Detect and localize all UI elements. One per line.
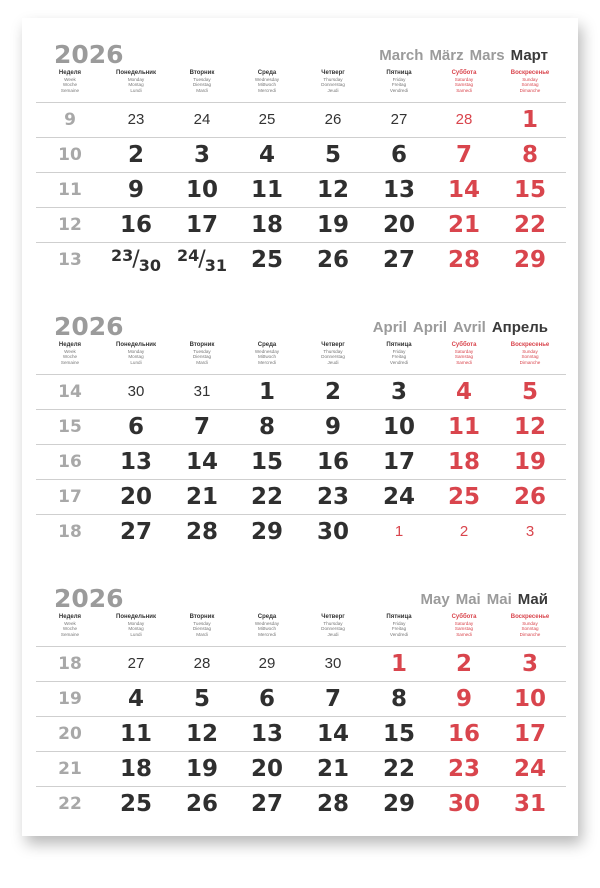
day-cell[interactable]: 7 bbox=[193, 414, 210, 440]
month-block bbox=[22, 562, 578, 834]
weekday-header-translation: Mercredi bbox=[258, 87, 276, 93]
weekday-header bbox=[432, 70, 496, 93]
weekday-header-translation: Mercredi bbox=[258, 631, 276, 637]
weekday-header-translation: Saturday bbox=[454, 349, 474, 354]
week-number: 18 bbox=[58, 654, 82, 674]
day-cell[interactable]: 2 bbox=[324, 379, 341, 405]
weekday-header-ru: Четверг bbox=[321, 342, 345, 348]
day-cell[interactable]: 19 bbox=[513, 449, 546, 475]
date-separator: / bbox=[198, 247, 206, 272]
day-cell[interactable]: 14 bbox=[316, 721, 349, 747]
day-cell[interactable]: 9 bbox=[324, 414, 341, 440]
month-block bbox=[22, 290, 578, 562]
day-cell[interactable]: 22 bbox=[382, 756, 415, 782]
weekday-header-translation: Freitag bbox=[391, 82, 407, 88]
day-cell[interactable]: 25 bbox=[447, 484, 480, 510]
weekday-header-ru: Пятница bbox=[386, 70, 412, 76]
day-cell[interactable]: 25 bbox=[250, 247, 283, 273]
day-cell[interactable]: 16 bbox=[447, 721, 480, 747]
weekday-header-translation: Montag bbox=[128, 82, 144, 88]
weekday-header-ru: Воскресенье bbox=[510, 614, 550, 620]
day-cell-double[interactable] bbox=[170, 243, 234, 277]
weekday-header-translation: Monday bbox=[127, 621, 145, 626]
day-cell[interactable]: 24 bbox=[382, 484, 415, 510]
weekday-header-ru: Пятница bbox=[386, 342, 412, 348]
day-number-first: 24 bbox=[177, 246, 200, 265]
month-name-de: Mai bbox=[455, 591, 481, 608]
day-cell[interactable]: 31 bbox=[513, 791, 546, 817]
day-cell[interactable]: 28 bbox=[316, 791, 349, 817]
day-cell[interactable]: 20 bbox=[382, 212, 415, 238]
day-cell[interactable]: 30 bbox=[316, 519, 349, 545]
week-number: 22 bbox=[58, 794, 82, 814]
day-cell-adjacent-month[interactable]: 30 bbox=[127, 383, 145, 400]
weekday-header-translation: Vendredi bbox=[389, 359, 409, 365]
week-row bbox=[36, 102, 566, 137]
week-number: 20 bbox=[58, 724, 82, 744]
week-number: 19 bbox=[58, 689, 82, 709]
weekday-header bbox=[104, 614, 168, 637]
day-cell[interactable]: 19 bbox=[185, 756, 218, 782]
day-cell-adjacent-month[interactable]: 29 bbox=[258, 655, 276, 672]
day-cell[interactable]: 27 bbox=[119, 519, 152, 545]
weekday-header-ru: Среда bbox=[257, 70, 277, 76]
day-cell[interactable]: 6 bbox=[258, 686, 275, 712]
week-row bbox=[36, 681, 566, 716]
day-cell[interactable]: 13 bbox=[250, 721, 283, 747]
weekday-header-ru: Неделя bbox=[58, 614, 82, 620]
weekday-header bbox=[301, 342, 365, 365]
week-row bbox=[36, 374, 566, 409]
weekday-header-translation: Lundi bbox=[130, 631, 142, 637]
weekday-header-translation: Jeudi bbox=[327, 359, 339, 365]
day-cell[interactable]: 5 bbox=[193, 686, 210, 712]
weekday-header-translation: Jeudi bbox=[327, 631, 339, 637]
weekday-header-translation: Vendredi bbox=[389, 87, 409, 93]
weekday-header bbox=[432, 342, 496, 365]
day-cell[interactable]: 28 bbox=[447, 247, 480, 273]
day-cell[interactable]: 28 bbox=[185, 519, 218, 545]
day-cell[interactable]: 21 bbox=[185, 484, 218, 510]
month-names bbox=[373, 47, 548, 64]
day-cell[interactable]: 15 bbox=[250, 449, 283, 475]
weekday-header bbox=[432, 614, 496, 637]
weekday-header bbox=[170, 614, 234, 637]
day-cell-adjacent-month[interactable]: 24 bbox=[193, 111, 211, 128]
day-cell[interactable]: 3 bbox=[521, 651, 538, 677]
month-name-ru: Май bbox=[517, 591, 548, 608]
day-cell-adjacent-month[interactable]: 28 bbox=[193, 655, 211, 672]
day-cell[interactable]: 13 bbox=[382, 177, 415, 203]
weekday-header-ru: Вторник bbox=[189, 70, 215, 76]
day-cell[interactable]: 6 bbox=[390, 142, 407, 168]
weekday-header-translation: Freitag bbox=[391, 354, 407, 360]
day-cell[interactable]: 16 bbox=[119, 212, 152, 238]
day-cell-adjacent-month[interactable]: 2 bbox=[459, 523, 469, 540]
weekday-header-ru: Суббота bbox=[451, 614, 477, 620]
weekday-header-translation: Lundi bbox=[130, 359, 142, 365]
day-cell[interactable]: 27 bbox=[250, 791, 283, 817]
weekday-header-translation: Friday bbox=[392, 77, 406, 82]
weekday-header-translation: Mittwoch bbox=[257, 626, 277, 632]
weekday-header-translation: Sunday bbox=[522, 621, 538, 626]
calendar-sheet bbox=[22, 18, 578, 836]
weekday-header-translation: Sonntag bbox=[521, 354, 539, 360]
week-row bbox=[36, 137, 566, 172]
day-cell[interactable]: 27 bbox=[382, 247, 415, 273]
week-number: 21 bbox=[58, 759, 82, 779]
weekday-header-translation: Jeudi bbox=[327, 87, 339, 93]
day-cell[interactable]: 1 bbox=[521, 107, 538, 133]
day-cell[interactable]: 4 bbox=[455, 379, 472, 405]
month-name-en: April bbox=[372, 319, 407, 336]
year-label: 2026 bbox=[54, 312, 124, 341]
week-row bbox=[36, 172, 566, 207]
day-cell-double[interactable] bbox=[104, 243, 168, 277]
day-cell[interactable]: 23 bbox=[316, 484, 349, 510]
weekday-header bbox=[498, 70, 562, 93]
year-label: 2026 bbox=[54, 584, 124, 613]
weekday-header bbox=[301, 614, 365, 637]
weekday-header-ru: Вторник bbox=[189, 614, 215, 620]
weekday-header-translation: Woche bbox=[62, 626, 78, 632]
day-cell[interactable]: 18 bbox=[119, 756, 152, 782]
day-number-second: 31 bbox=[204, 256, 227, 275]
week-number: 13 bbox=[58, 250, 82, 270]
day-cell[interactable]: 26 bbox=[513, 484, 546, 510]
week-number: 14 bbox=[58, 382, 82, 402]
day-cell[interactable]: 20 bbox=[250, 756, 283, 782]
day-cell[interactable]: 3 bbox=[390, 379, 407, 405]
weekday-header-ru: Воскресенье bbox=[510, 70, 550, 76]
weekday-header bbox=[235, 614, 299, 637]
day-cell-adjacent-month[interactable]: 27 bbox=[390, 111, 408, 128]
week-number: 15 bbox=[58, 417, 82, 437]
week-row bbox=[36, 479, 566, 514]
day-cell[interactable]: 6 bbox=[127, 414, 144, 440]
weekday-header-translation: Tuesday bbox=[193, 77, 211, 82]
day-cell[interactable]: 5 bbox=[324, 142, 341, 168]
weekday-header-translation: Samedi bbox=[456, 359, 472, 365]
weekday-header bbox=[498, 342, 562, 365]
month-name-ru: Март bbox=[510, 47, 548, 64]
weekday-header-translation: Sonntag bbox=[521, 626, 539, 632]
day-cell[interactable]: 29 bbox=[513, 247, 546, 273]
weekday-header-ru: Суббота bbox=[451, 342, 477, 348]
week-number: 11 bbox=[58, 180, 82, 200]
weekday-header-translation: Mercredi bbox=[258, 359, 276, 365]
day-cell-adjacent-month[interactable]: 31 bbox=[193, 383, 211, 400]
day-cell[interactable]: 22 bbox=[513, 212, 546, 238]
week-number: 9 bbox=[64, 110, 76, 130]
week-row bbox=[36, 751, 566, 786]
month-name-fr: Mars bbox=[469, 47, 505, 64]
weekday-header-translation: Samedi bbox=[456, 631, 472, 637]
weekday-header-translation: Mittwoch bbox=[257, 82, 277, 88]
day-cell[interactable]: 26 bbox=[185, 791, 218, 817]
week-number: 18 bbox=[58, 522, 82, 542]
weekday-header-ru: Четверг bbox=[321, 614, 345, 620]
month-name-fr: Mai bbox=[486, 591, 512, 608]
weekday-header-translation: Thursday bbox=[323, 77, 343, 82]
weekday-header-ru: Вторник bbox=[189, 342, 215, 348]
month-name-fr: Avril bbox=[453, 319, 486, 336]
weekday-header-translation: Donnerstag bbox=[321, 354, 345, 360]
weekday-header-translation: Tuesday bbox=[193, 349, 211, 354]
month-name-de: April bbox=[412, 319, 448, 336]
weekday-header-translation: Monday bbox=[127, 77, 145, 82]
day-cell[interactable]: 30 bbox=[447, 791, 480, 817]
weekday-header-ru: Среда bbox=[257, 342, 277, 348]
weekday-header-translation: Wednesday bbox=[254, 77, 280, 82]
month-name-en: May bbox=[420, 591, 450, 608]
weekday-header bbox=[235, 342, 299, 365]
day-cell[interactable]: 18 bbox=[250, 212, 283, 238]
weekday-header bbox=[38, 614, 102, 637]
day-cell[interactable]: 8 bbox=[390, 686, 407, 712]
weekday-header-translation: Thursday bbox=[323, 621, 343, 626]
weekday-header-translation: Donnerstag bbox=[321, 626, 345, 632]
weekday-header bbox=[170, 70, 234, 93]
weekday-header-ru: Неделя bbox=[58, 70, 82, 76]
weekday-header-translation: Samstag bbox=[454, 354, 474, 360]
day-cell[interactable]: 20 bbox=[119, 484, 152, 510]
day-cell[interactable]: 10 bbox=[185, 177, 218, 203]
day-cell[interactable]: 11 bbox=[250, 177, 283, 203]
weekday-header bbox=[104, 70, 168, 93]
weekday-header-translation: Woche bbox=[62, 354, 78, 360]
day-cell[interactable]: 17 bbox=[513, 721, 546, 747]
day-cell[interactable]: 4 bbox=[127, 686, 144, 712]
day-cell[interactable]: 17 bbox=[382, 449, 415, 475]
weekday-header bbox=[498, 614, 562, 637]
weekday-header bbox=[170, 342, 234, 365]
weekday-header-translation: Samstag bbox=[454, 626, 474, 632]
weekday-header-ru: Среда bbox=[257, 614, 277, 620]
day-cell[interactable]: 29 bbox=[250, 519, 283, 545]
weekday-header bbox=[367, 614, 431, 637]
day-cell[interactable]: 19 bbox=[316, 212, 349, 238]
weekday-header-translation: Dienstag bbox=[192, 626, 212, 632]
day-cell[interactable]: 10 bbox=[513, 686, 546, 712]
weekday-header-translation: Donnerstag bbox=[321, 82, 345, 88]
weekday-header bbox=[38, 70, 102, 93]
weekday-header bbox=[367, 342, 431, 365]
weekday-header bbox=[367, 70, 431, 93]
day-cell[interactable]: 17 bbox=[185, 212, 218, 238]
weekday-header-translation: Dimanche bbox=[519, 87, 541, 93]
day-cell[interactable]: 1 bbox=[258, 379, 275, 405]
day-cell[interactable]: 4 bbox=[258, 142, 275, 168]
day-cell[interactable]: 16 bbox=[316, 449, 349, 475]
weekday-header-ru: Воскресенье bbox=[510, 342, 550, 348]
weekday-header-translation: Semaine bbox=[60, 87, 80, 93]
day-cell[interactable]: 2 bbox=[455, 651, 472, 677]
day-cell[interactable]: 15 bbox=[382, 721, 415, 747]
month-name-de: März bbox=[429, 47, 464, 64]
weekday-header-translation: Lundi bbox=[130, 87, 142, 93]
weekday-header-translation: Dienstag bbox=[192, 354, 212, 360]
month-names bbox=[415, 591, 548, 608]
day-cell[interactable]: 5 bbox=[521, 379, 538, 405]
weekday-header-translation: Friday bbox=[392, 349, 406, 354]
day-cell[interactable]: 29 bbox=[382, 791, 415, 817]
day-cell[interactable]: 12 bbox=[316, 177, 349, 203]
month-name-ru: Апрель bbox=[491, 319, 548, 336]
weekday-header-ru: Четверг bbox=[321, 70, 345, 76]
week-row bbox=[36, 786, 566, 821]
week-number: 10 bbox=[58, 145, 82, 165]
month-name-en: March bbox=[379, 47, 424, 64]
weekday-header bbox=[235, 70, 299, 93]
day-cell[interactable]: 10 bbox=[382, 414, 415, 440]
weekday-header-translation: Week bbox=[64, 77, 76, 82]
day-cell[interactable]: 8 bbox=[521, 142, 538, 168]
weekday-header-translation: Freitag bbox=[391, 626, 407, 632]
month-names bbox=[367, 319, 548, 336]
day-cell[interactable]: 15 bbox=[513, 177, 546, 203]
day-cell[interactable]: 25 bbox=[119, 791, 152, 817]
week-row bbox=[36, 514, 566, 549]
day-cell-adjacent-month[interactable]: 27 bbox=[127, 655, 145, 672]
day-cell[interactable]: 13 bbox=[119, 449, 152, 475]
day-cell[interactable]: 21 bbox=[316, 756, 349, 782]
month-block bbox=[22, 18, 578, 290]
weekday-header-translation: Mardi bbox=[196, 87, 208, 93]
weekday-header-ru: Понедельник bbox=[116, 342, 156, 348]
day-cell[interactable]: 23 bbox=[447, 756, 480, 782]
weekday-header-translation: Mardi bbox=[196, 359, 208, 365]
day-cell[interactable]: 18 bbox=[447, 449, 480, 475]
weekday-header-ru: Понедельник bbox=[116, 70, 156, 76]
day-cell[interactable]: 1 bbox=[390, 651, 407, 677]
day-cell[interactable]: 22 bbox=[250, 484, 283, 510]
day-cell[interactable]: 7 bbox=[455, 142, 472, 168]
weekday-header-translation: Saturday bbox=[454, 621, 474, 626]
weekday-header-translation: Monday bbox=[127, 349, 145, 354]
weekday-header-translation: Sunday bbox=[522, 77, 538, 82]
day-cell[interactable]: 8 bbox=[258, 414, 275, 440]
week-number: 17 bbox=[58, 487, 82, 507]
weekday-header-translation: Woche bbox=[62, 82, 78, 88]
day-cell[interactable]: 12 bbox=[513, 414, 546, 440]
week-row bbox=[36, 207, 566, 242]
day-number-first: 23 bbox=[111, 246, 134, 265]
weekday-header bbox=[104, 342, 168, 365]
year-label: 2026 bbox=[54, 40, 124, 69]
weekday-header-translation: Friday bbox=[392, 621, 406, 626]
week-row bbox=[36, 444, 566, 479]
weekday-header-translation: Saturday bbox=[454, 77, 474, 82]
weekday-header-translation: Wednesday bbox=[254, 621, 280, 626]
week-number: 12 bbox=[58, 215, 82, 235]
week-row bbox=[36, 409, 566, 444]
day-cell[interactable]: 24 bbox=[513, 756, 546, 782]
day-number-second: 30 bbox=[138, 256, 161, 275]
day-cell[interactable]: 2 bbox=[127, 142, 144, 168]
weekday-header-translation: Wednesday bbox=[254, 349, 280, 354]
week-row bbox=[36, 646, 566, 681]
weekday-header bbox=[301, 70, 365, 93]
weekday-header-translation: Semaine bbox=[60, 359, 80, 365]
date-separator: / bbox=[132, 247, 140, 272]
day-cell[interactable]: 7 bbox=[324, 686, 341, 712]
day-cell-adjacent-month[interactable]: 1 bbox=[394, 523, 404, 540]
weekday-header-translation: Samedi bbox=[456, 87, 472, 93]
day-cell[interactable]: 11 bbox=[119, 721, 152, 747]
week-row bbox=[36, 716, 566, 751]
weekday-header-translation: Montag bbox=[128, 354, 144, 360]
weekday-header-translation: Mardi bbox=[196, 631, 208, 637]
weekday-header-translation: Samstag bbox=[454, 82, 474, 88]
weekday-header-translation: Week bbox=[64, 621, 76, 626]
weekday-header-translation: Dimanche bbox=[519, 631, 541, 637]
day-cell-adjacent-month[interactable]: 28 bbox=[455, 111, 473, 128]
day-cell[interactable]: 11 bbox=[447, 414, 480, 440]
day-cell[interactable]: 14 bbox=[447, 177, 480, 203]
day-cell[interactable]: 9 bbox=[455, 686, 472, 712]
weekday-header-translation: Dienstag bbox=[192, 82, 212, 88]
weekday-header-ru: Понедельник bbox=[116, 614, 156, 620]
weekday-header bbox=[38, 342, 102, 365]
day-cell[interactable]: 12 bbox=[185, 721, 218, 747]
weekday-header-translation: Tuesday bbox=[193, 621, 211, 626]
weekday-header-ru: Пятница bbox=[386, 614, 412, 620]
weekday-header-translation: Mittwoch bbox=[257, 354, 277, 360]
day-cell[interactable]: 9 bbox=[127, 177, 144, 203]
weekday-header-translation: Semaine bbox=[60, 631, 80, 637]
day-cell[interactable]: 26 bbox=[316, 247, 349, 273]
weekday-header-translation: Sunday bbox=[522, 349, 538, 354]
weekday-header-ru: Суббота bbox=[451, 70, 477, 76]
day-cell[interactable]: 21 bbox=[447, 212, 480, 238]
weekday-header-translation: Week bbox=[64, 349, 76, 354]
day-cell-adjacent-month[interactable]: 30 bbox=[324, 655, 342, 672]
day-cell[interactable]: 3 bbox=[193, 142, 210, 168]
week-number: 16 bbox=[58, 452, 82, 472]
day-cell-adjacent-month[interactable]: 26 bbox=[324, 111, 342, 128]
weekday-header-translation: Montag bbox=[128, 626, 144, 632]
day-cell[interactable]: 14 bbox=[185, 449, 218, 475]
day-cell-adjacent-month[interactable]: 3 bbox=[525, 523, 535, 540]
weekday-header-translation: Thursday bbox=[323, 349, 343, 354]
day-cell-adjacent-month[interactable]: 25 bbox=[258, 111, 276, 128]
week-row bbox=[36, 242, 566, 277]
weekday-header-translation: Dimanche bbox=[519, 359, 541, 365]
weekday-header-translation: Vendredi bbox=[389, 631, 409, 637]
weekday-header-ru: Неделя bbox=[58, 342, 82, 348]
weekday-header-translation: Sonntag bbox=[521, 82, 539, 88]
day-cell-adjacent-month[interactable]: 23 bbox=[127, 111, 145, 128]
